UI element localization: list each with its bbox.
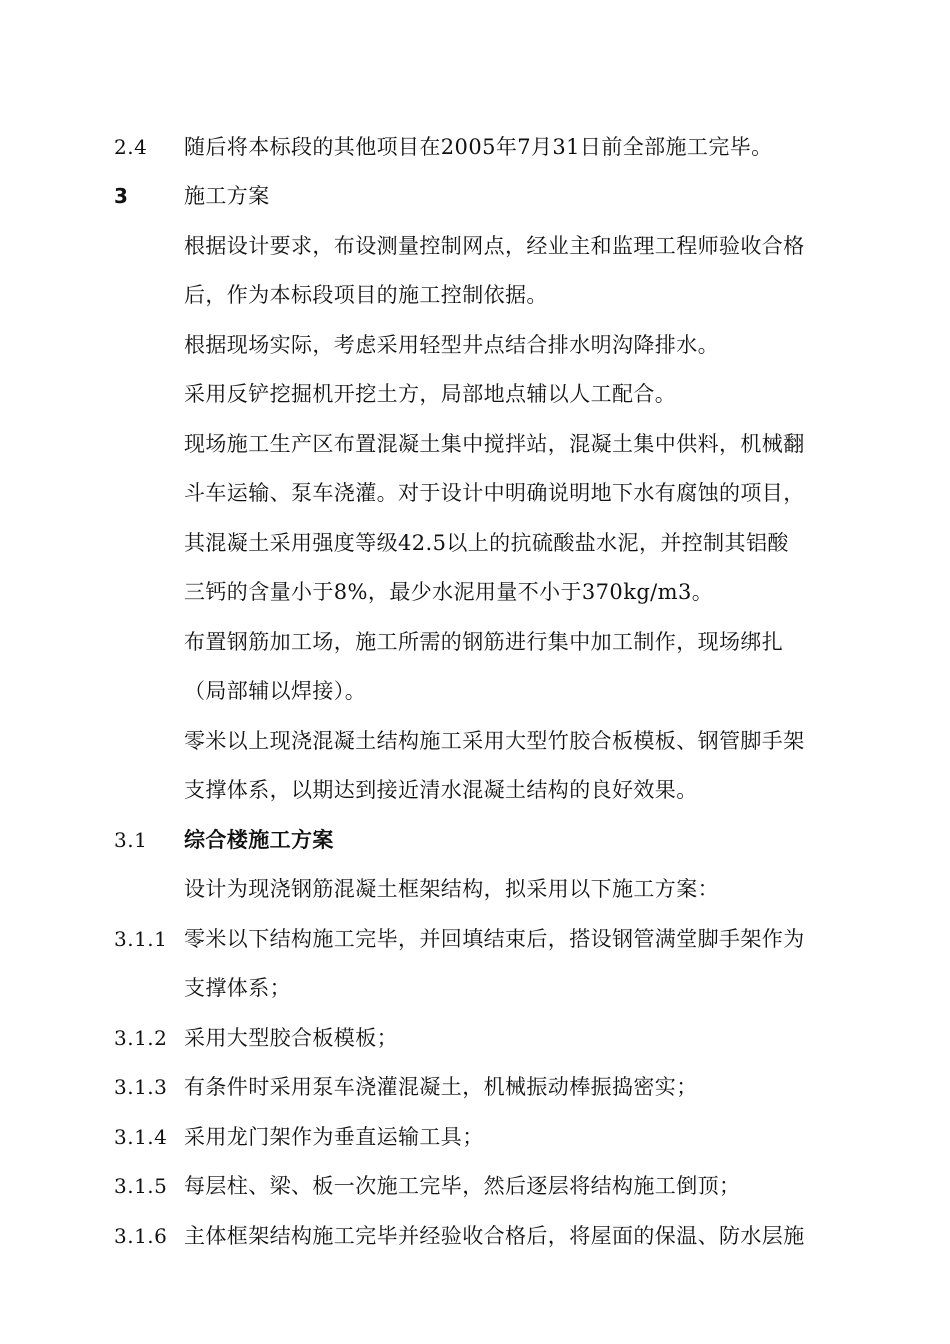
paragraph-text: 三钙的含量小于8%，最少水泥用量不小于370kg/m3。: [184, 580, 714, 604]
paragraph-text: 现场施工生产区布置混凝土集中搅拌站，混凝土集中供料，机械翻: [184, 432, 805, 456]
section-number: 3.1.5: [114, 1174, 168, 1198]
paragraph-line: [0, 523, 950, 563]
list-item: [0, 1117, 950, 1157]
paragraph-line: [0, 622, 950, 662]
paragraph-line: [0, 424, 950, 464]
paragraph-line: [0, 275, 950, 315]
paragraph-text: 随后将本标段的其他项目在2005年7月31日前全部施工完毕。: [184, 135, 773, 159]
section-number: 3.1.3: [114, 1075, 168, 1099]
section-number: 3.1: [114, 828, 148, 852]
paragraph-line: [0, 374, 950, 414]
paragraph-text: 根据设计要求，布设测量控制网点，经业主和监理工程师验收合格: [184, 234, 805, 258]
section-title: 施工方案: [184, 184, 270, 208]
section-number: 3.1.4: [114, 1125, 168, 1149]
section-number: 3.1.6: [114, 1224, 168, 1248]
paragraph-text: 设计为现浇钢筋混凝土框架结构，拟采用以下施工方案：: [184, 877, 719, 901]
section-number: 3.1.2: [114, 1026, 168, 1050]
paragraph-text: （局部辅以焊接）。: [184, 679, 367, 703]
paragraph-text: 每层柱、梁、板一次施工完毕，然后逐层将结构施工倒顶；: [184, 1174, 741, 1198]
paragraph-text: 采用龙门架作为垂直运输工具；: [184, 1125, 484, 1149]
section-number: 2.4: [114, 135, 148, 159]
paragraph-text: 有条件时采用泵车浇灌混凝土，机械振动棒振捣密实；: [184, 1075, 698, 1099]
section-number: 3.1.1: [114, 927, 168, 951]
list-item: [0, 1067, 950, 1107]
paragraph-text: 布置钢筋加工场，施工所需的钢筋进行集中加工制作，现场绑扎: [184, 630, 784, 654]
paragraph-line: [0, 127, 950, 167]
paragraph-line: [0, 226, 950, 266]
paragraph-text: 斗车运输、泵车浇灌。对于设计中明确说明地下水有腐蚀的项目，: [184, 481, 805, 505]
paragraph-text: 零米以上现浇混凝土结构施工采用大型竹胶合板模板、钢管脚手架: [184, 729, 805, 753]
section-heading-line: [0, 820, 950, 860]
paragraph-line: [0, 869, 950, 909]
section-number: 3: [114, 184, 129, 208]
section-heading-line: [0, 176, 950, 216]
paragraph-line: [0, 325, 950, 365]
paragraph-line: [0, 572, 950, 612]
paragraph-line: [0, 721, 950, 761]
list-item: [0, 919, 950, 959]
paragraph-text: 采用反铲挖掘机开挖土方，局部地点辅以人工配合。: [184, 382, 677, 406]
list-item: [0, 1166, 950, 1206]
section-title: 综合楼施工方案: [184, 827, 334, 852]
paragraph-line: [0, 473, 950, 513]
paragraph-line: [0, 968, 950, 1008]
paragraph-line: [0, 770, 950, 810]
list-item: [0, 1216, 950, 1256]
paragraph-text: 零米以下结构施工完毕，并回填结束后，搭设钢管满堂脚手架作为: [184, 927, 805, 951]
paragraph-text: 其混凝土采用强度等级42.5以上的抗硫酸盐水泥，并控制其铝酸: [184, 531, 789, 555]
paragraph-text: 支撑体系；: [184, 976, 291, 1000]
list-item: [0, 1018, 950, 1058]
paragraph-text: 主体框架结构施工完毕并经验收合格后，将屋面的保温、防水层施: [184, 1224, 805, 1248]
paragraph-line: [0, 671, 950, 711]
paragraph-text: 根据现场实际，考虑采用轻型井点结合排水明沟降排水。: [184, 333, 719, 357]
paragraph-text: 支撑体系，以期达到接近清水混凝土结构的良好效果。: [184, 778, 698, 802]
paragraph-text: 后，作为本标段项目的施工控制依据。: [184, 283, 548, 307]
paragraph-text: 采用大型胶合板模板；: [184, 1026, 398, 1050]
